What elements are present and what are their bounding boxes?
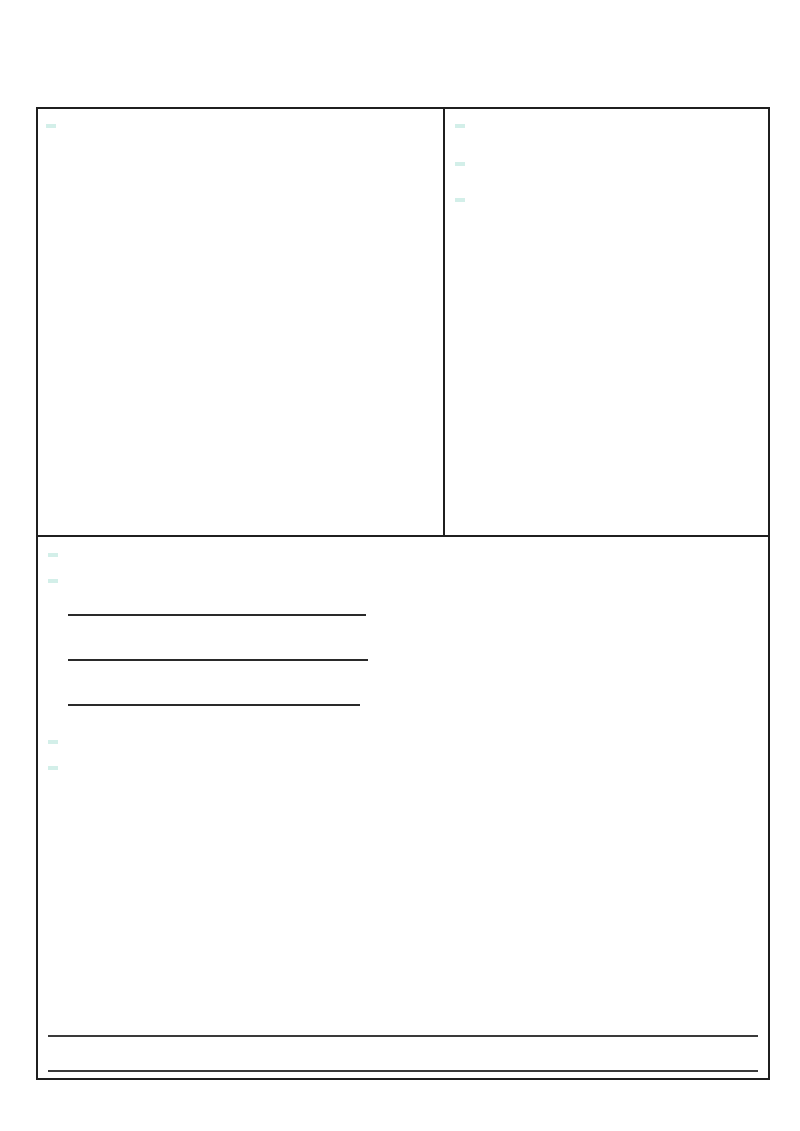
section2-heading — [455, 124, 465, 128]
writing-line — [48, 1070, 758, 1072]
writing-line — [48, 1035, 758, 1037]
section6-item-3 — [48, 685, 756, 723]
section6-item-1 — [48, 595, 756, 633]
bottom-region — [38, 537, 768, 775]
answer-blank-line — [68, 644, 368, 661]
worksheet-frame — [36, 107, 770, 1080]
answer-blank-line — [68, 689, 360, 706]
right-column — [445, 109, 768, 535]
section6-item-2 — [48, 640, 756, 678]
section4-heading — [455, 198, 465, 202]
section1-pinyin-column — [38, 109, 445, 535]
section3-heading — [455, 162, 465, 166]
section5-heading — [48, 553, 58, 557]
section6-heading — [48, 579, 58, 583]
answer-blank-line — [68, 599, 366, 616]
section8-heading — [48, 766, 58, 770]
section1-heading — [46, 124, 56, 128]
top-region — [38, 109, 768, 537]
section7-heading — [48, 740, 58, 744]
